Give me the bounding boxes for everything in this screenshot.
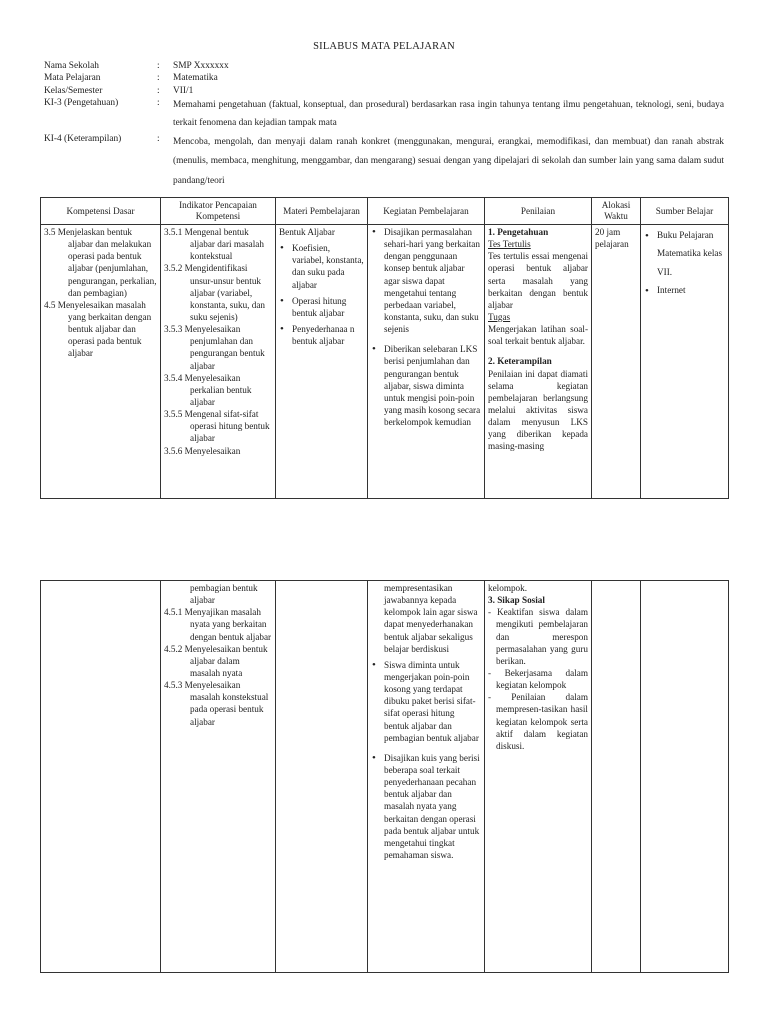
kegiatan-cell [368, 225, 485, 499]
indikator-item: 3.5.1 Mengenal bentuk aljabar dari masalah kontekstual [164, 227, 264, 262]
sumber-item: • Internet [644, 281, 725, 299]
penilaian-subheading: Tugas [488, 311, 511, 322]
header-alokasi: Alokasi Waktu [592, 198, 641, 225]
indikator-cell [161, 225, 276, 499]
penilaian-subheading: Tes Tertulis [488, 239, 531, 250]
info-colon: : [157, 85, 160, 96]
info-value: SMP Xxxxxxx [173, 61, 229, 71]
kd-item: 4.5 Menyelesaikan masalah yang berkaitan dengan bentuk aljabar dan operasi pada bentuk aljabar [44, 299, 152, 359]
info-colon: : [157, 133, 160, 144]
info-colon: : [157, 98, 160, 109]
info-value: Memahami pengetahuan (faktual, konseptual, dan prosedural) berdasarkan rasa ingin tahunya tentang ilmu pengetahuan, teknologi, seni, budaya terkait fenomena dan kejadian tampak mata [173, 100, 724, 129]
sumber-cell [641, 581, 729, 973]
header-sumber: Sumber Belajar [641, 198, 729, 225]
kegiatan-item: • Diberikan selebaran LKS berisi penjumlahan dan pengurangan bentuk aljabar, siswa diminta untuk mengisi poin-poin yang masih kosong secara berkelompok kemudian [371, 343, 481, 428]
info-key: KI-3 (Pengetahuan) [44, 98, 119, 109]
alokasi-value: 20 jam pelajaran [595, 227, 629, 250]
penilaian-heading: 3. Sikap Sosial [488, 595, 545, 606]
header-indikator: Indikator Pencapaian Kompetensi [161, 198, 276, 225]
syllabus-table [40, 197, 729, 499]
info-value: VII/1 [173, 85, 194, 96]
penilaian-continued: kelompok. [488, 583, 528, 593]
materi-cell [276, 581, 368, 973]
indikator-item: 4.5.1 Menyajikan masalah nyata yang berkaitan dengan bentuk aljabar [164, 607, 272, 642]
penilaian-cell [485, 581, 592, 973]
kd-item: 3.5 Menjelaskan bentuk aljabar dan melakukan operasi pada bentuk aljabar (penjumlahan, pengurangan, perkalian, dan pembagian) [44, 227, 157, 298]
info-key: Mata Pelajaran [44, 73, 101, 84]
materi-cell [276, 225, 368, 499]
info-row-school [44, 60, 724, 72]
indikator-item: 3.5.5 Mengenal sifat-sifat operasi hitung bentuk aljabar [164, 409, 270, 444]
syllabus-table-continued [40, 580, 729, 973]
penilaian-cell [485, 225, 592, 499]
header-penilaian: Penilaian [485, 198, 592, 225]
info-colon: : [157, 61, 160, 71]
info-value: Mencoba, mengolah, dan menyaji dalam ranah konkret (menggunakan, mengurai, erangkai, memodifikasi, dan membuat) dan ranah abstrak (menulis, membaca, menghitung, menggambar, dan mengarang) sesuai dengan yang dipelajari di sekolah dan sumber lain yang sama dalam sudut pandang/teori [173, 136, 724, 186]
materi-item: • Operasi hitung bentuk aljabar [279, 295, 364, 319]
info-colon: : [157, 73, 160, 84]
indikator-item: 3.5.4 Menyelesaikan perkalian bentuk aljabar [164, 372, 252, 407]
page-title: SILABUS MATA PELAJARAN [313, 41, 455, 52]
materi-title: Bentuk Aljabar [279, 227, 335, 237]
indikator-item: 3.5.2 Mengidentifikasi unsur-unsur bentuk aljabar (variabel, konstanta, suku, dan suku sejenis) [164, 263, 266, 322]
table-header-row [41, 198, 729, 225]
identity-block [44, 60, 724, 191]
header-materi: Materi Pembelajaran [276, 198, 368, 225]
kegiatan-item: • Disajikan kuis yang berisi beberapa soal terkait penyederhanaan pecahan bentuk aljabar dan masalah nyata yang berkaitan dengan operasi pada bentuk aljabar untuk mengetahui tingkat pemahaman siswa. [371, 752, 481, 861]
info-row-subject [44, 72, 724, 84]
kegiatan-item: • Siswa diminta untuk mengerjakan poin-poin kosong yang terdapat dibuku paket berisi sifat-sifat operasi hitung bentuk aljabar dan pembagian bentuk aljabar [371, 659, 481, 744]
sumber-cell [641, 225, 729, 499]
info-value: Matematika [173, 73, 218, 84]
materi-item: • Penyederhanaa n bentuk aljabar [279, 323, 364, 347]
info-row-ki3 [44, 97, 724, 133]
sikap-item: - Keaktifan siswa dalam mengikuti pembelajaran dan merespon permasalahan yang guru berikan. [488, 607, 588, 666]
table-row [41, 225, 729, 499]
materi-item: • Koefisien, variabel, konstanta, dan suku pada aljabar [279, 242, 364, 291]
info-key: Kelas/Semester [44, 85, 103, 96]
table-row [41, 581, 729, 973]
sikap-item: - Penilaian dalam mempresen-tasikan hasil kegiatan kelompok serta aktif dalam kegiatan diskusi. [488, 692, 588, 751]
info-row-class [44, 85, 724, 97]
penilaian-text: Mengerjakan latihan soal-soal terkait bentuk aljabar. [488, 324, 588, 347]
sumber-item: • Buku Pelajaran Matematika kelas VII. [644, 226, 725, 281]
indikator-item: 4.5.3 Menyelesaikan masalah konstekstual pada operasi bentuk aljabar [164, 680, 269, 727]
indikator-cell [161, 581, 276, 973]
indikator-item: 3.5.6 Menyelesaikan [164, 445, 241, 456]
penilaian-heading: 1. Pengetahuan [488, 227, 549, 237]
indikator-item: 4.5.2 Menyelesaikan bentuk aljabar dalam masalah nyata [164, 643, 268, 678]
kegiatan-cell [368, 581, 485, 973]
info-key: Nama Sekolah [44, 61, 99, 71]
penilaian-text: Penilaian ini dapat diamati selama kegiatan pembelajaran berlangsung melalui aktivitas siswa dalam menyusun LKS yang diberikan kepada masing-masing [488, 368, 588, 452]
header-kompetensi-dasar: Kompetensi Dasar [41, 198, 161, 225]
alokasi-cell [592, 581, 641, 973]
kegiatan-continued: mempresentasikan jawabannya kepada kelompok lain agar siswa dapat menyederhanakan bentuk aljabar sekaligus belajar berdiskusi [384, 583, 478, 654]
sikap-item: - Bekerjasama dalam kegiatan kelompok [488, 667, 588, 691]
info-row-ki4 [44, 133, 724, 191]
info-key: KI-4 (Keterampilan) [44, 133, 122, 144]
alokasi-cell [592, 225, 641, 499]
indikator-item: pembagian bentuk aljabar [190, 583, 258, 606]
penilaian-text: Tes tertulis essai mengenai operasi bentuk aljabar serta masalah yang berkaitan dengan bentuk aljabar [488, 251, 588, 310]
kd-cell [41, 581, 161, 973]
penilaian-heading: 2. Keterampilan [488, 356, 552, 367]
kd-cell [41, 225, 161, 499]
header-kegiatan: Kegiatan Pembelajaran [368, 198, 485, 225]
indikator-item: 3.5.3 Menyelesaikan penjumlahan dan pengurangan bentuk aljabar [164, 324, 265, 371]
kegiatan-item: • Disajikan permasalahan sehari-hari yang berkaitan dengan penggunaan konsep bentuk aljabar agar siswa dapat mengetahui tentang perbedaan variabel, konstanta, suku, dan suku sejenis [371, 226, 481, 335]
